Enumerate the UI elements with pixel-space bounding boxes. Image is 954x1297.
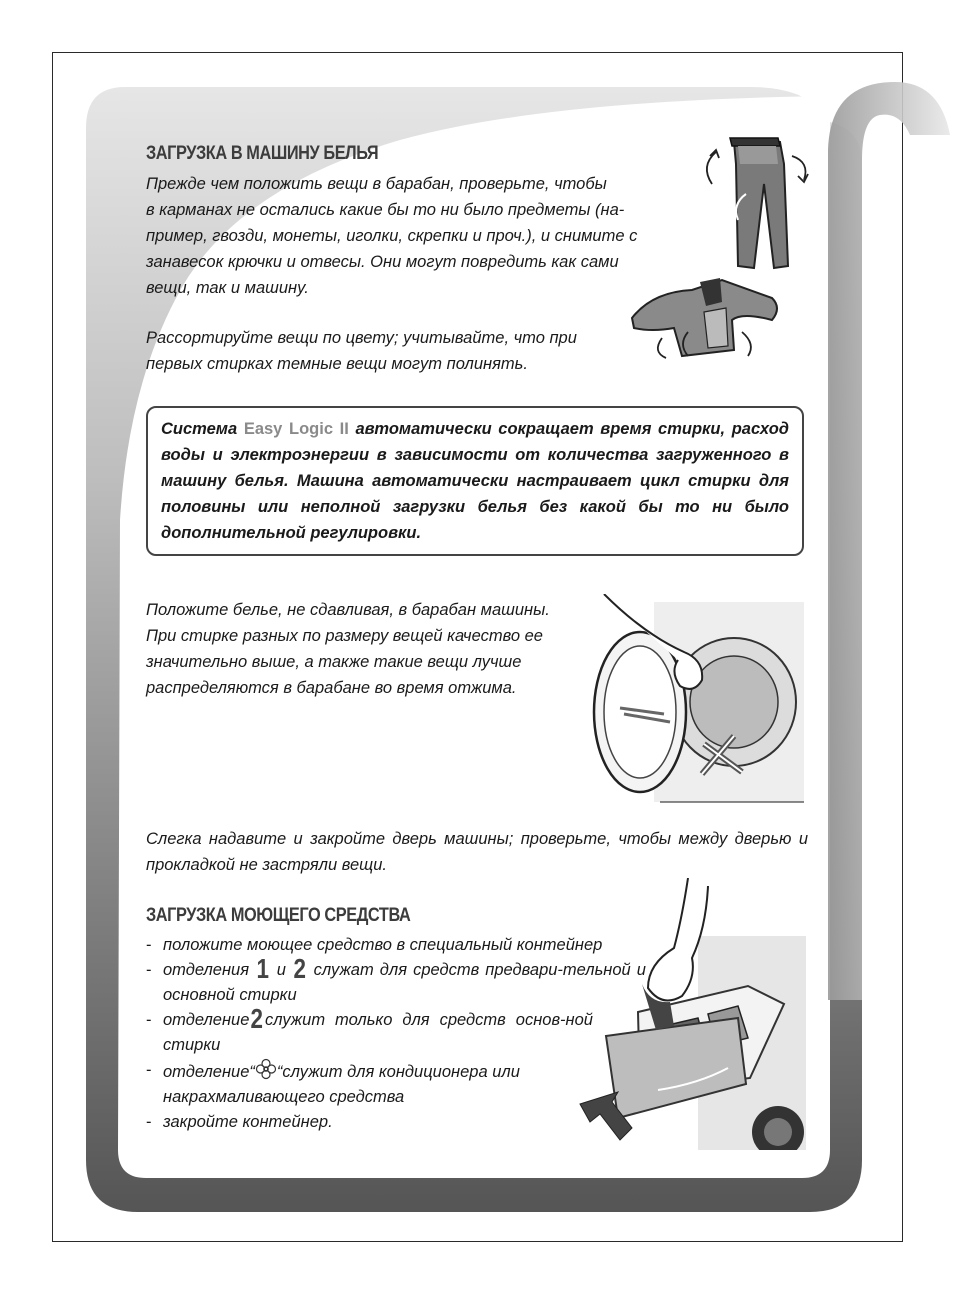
info-prefix: Система bbox=[161, 420, 238, 438]
compartment-number-2: 2 bbox=[250, 1003, 264, 1034]
text-line: пример, гвозди, монеты, иголки, скрепки и проч.), и снимите с bbox=[146, 227, 638, 245]
easy-logic-info-box bbox=[146, 406, 804, 556]
list-item-text: служат для средств предвари-тельной и основной стирки bbox=[163, 961, 646, 1004]
list-item bbox=[146, 1058, 593, 1110]
clothes-pants-illustration bbox=[692, 134, 816, 274]
text-line: При стирке разных по размеру вещей качество ее bbox=[146, 627, 543, 645]
text-line: значительно выше, а также такие вещи лучше bbox=[146, 653, 522, 671]
detergent-drawer-illustration bbox=[578, 878, 806, 1150]
section-heading-loading: ЗАГРУЗКА В МАШИНУ БЕЛЬЯ bbox=[146, 143, 379, 164]
compartment-number-2: 2 bbox=[293, 953, 307, 984]
info-text bbox=[161, 416, 789, 546]
section-heading-detergent: ЗАГРУЗКА МОЮЩЕГО СРЕДСТВА bbox=[146, 905, 411, 926]
list-item bbox=[146, 953, 646, 1008]
text-line: занавесок крючки и отвесы. Они могут повредить как сами bbox=[146, 253, 619, 271]
text-line: в карманах не остались какие бы то ни было предметы (на- bbox=[146, 201, 625, 219]
text-line: первых стирках темные вещи могут полинять. bbox=[146, 355, 528, 373]
paragraph-close-door: Слегка надавите и закройте дверь машины; проверьте, чтобы между дверью и прокладкой не застряли вещи. bbox=[146, 830, 808, 874]
clothes-jacket-illustration bbox=[622, 272, 782, 362]
detergent-instructions-list bbox=[146, 933, 646, 1135]
list-item-text: отделение bbox=[163, 1011, 250, 1029]
brand-name: Easy Logic II bbox=[243, 420, 349, 438]
list-item-text: положите моющее средство в специальный контейнер bbox=[163, 936, 603, 954]
list-item-text: отделение“ bbox=[163, 1063, 255, 1081]
text-line: Положите белье, не сдавливая, в барабан машины. bbox=[146, 601, 550, 619]
text-line: распределяются в барабане во время отжима. bbox=[146, 679, 517, 697]
text-line: Прежде чем положить вещи в барабан, проверьте, чтобы bbox=[146, 175, 607, 193]
text-line: Рассортируйте вещи по цвету; учитывайте, что при bbox=[146, 329, 577, 347]
flower-softener-icon bbox=[255, 1058, 277, 1080]
list-item bbox=[146, 1003, 593, 1058]
compartment-number-1: 1 bbox=[256, 953, 270, 984]
text-line: вещи, так и машину. bbox=[146, 279, 309, 297]
list-item-text: отделения bbox=[163, 961, 250, 979]
list-item bbox=[146, 933, 646, 958]
list-item bbox=[146, 1110, 646, 1135]
list-item-text: служит только для средств основ-ной стирки bbox=[163, 1011, 593, 1054]
washing-machine-drum-illustration bbox=[584, 594, 806, 808]
info-body: автоматически сокращает время стирки, расход воды и электроэнергии в зависимости от количества загруженного в машину белья. Машина автоматически настраивает цикл стирки для половины или неполной загрузки белья без какой бы то ни было дополнительной регулировки. bbox=[161, 420, 789, 542]
list-item-text: и bbox=[276, 961, 286, 979]
list-item-text: закройте контейнер. bbox=[163, 1113, 333, 1131]
list-item-text: “служит для кондиционера или накрахмаливающего средства bbox=[163, 1063, 520, 1106]
